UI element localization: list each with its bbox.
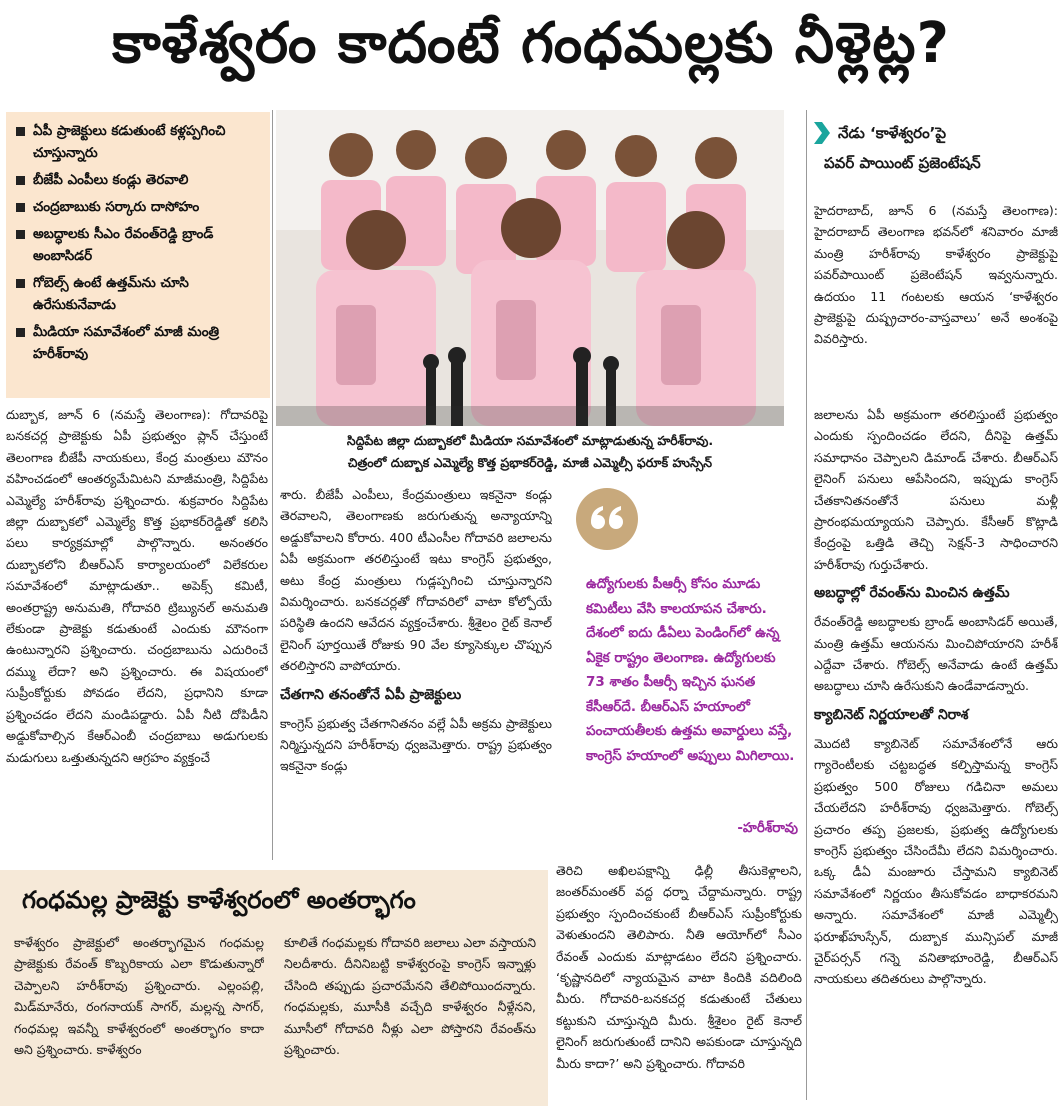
- bullet-icon: [16, 176, 25, 185]
- article-column-2: [280, 484, 552, 860]
- press-meet-photo: [276, 110, 784, 426]
- highlight-item: [16, 321, 260, 365]
- subheading: అబద్ధాల్లో రేవంత్‌ను మించిన ఉత్తమ్‌: [814, 585, 1010, 602]
- subheading: చేతగాని తనంతోనే ఏపీ ప్రాజెక్టులు: [280, 686, 462, 703]
- highlight-text: గోబెల్స్‌ ఉంటే ఉత్తమ్‌ను చూసి ఉరేసుకునేవాడు: [33, 275, 189, 313]
- column-rule: [272, 110, 273, 860]
- highlight-item: [16, 120, 260, 164]
- gandhamalla-left-text: కాళేశ్వరం ప్రాజెక్టులో అంతర్భాగమైన గంధమల్ల ప్రాజెక్టుకు రేవంత్‌ కొబ్బరికాయ ఎలా కొడుతున్నారో చెప్పాలని హరీశ్‌రావు ప్రశ్నించారు. ఎల్లంపల్లి, మిడ్‌మానేరు, రంగనాయక్‌ సాగర్‌, మల్లన్న సాగర్‌, గంధమల్ల ఇవన్నీ కాళేశ్వరంలో అంతర్భాగం కాదా అని ప్రశ్నించారు. కాళేశ్వరం: [14, 935, 264, 1058]
- article-text: శారు. బీజేపీ ఎంపీలు, కేంద్రమంత్రులు ఇకనైనా కండ్లు తెరవాలని, తెలంగాణకు జరుగుతున్న అన్యాయాన్ని అడ్డుకోవాలని కోరారు. 400 టీఎంసీల గోదావరి జలాలను ఏపీ అక్రమంగా తరలిస్తుంటే ఇటు కాంగ్రెస్‌ ప్రభుత్వం, అటు కేంద్ర మంత్రులు గుడ్లప్పగించి చూస్తున్నారని విమర్శించారు. బనకచర్లతో గోదావరిలో వాటా కోల్పోయే పరిస్థితి ఉందని ఆవేదన వ్యక్తంచేశారు. శ్రీశైలం రైట్‌ కెనాల్‌ లైనింగ్‌ పూర్తయితే రోజుకు 90 వేల క్యూసెక్కుల చొప్పున తరలిస్తారని వాపోయారు.: [280, 487, 552, 674]
- bullet-icon: [16, 230, 25, 239]
- announcement-kicker: నేడు ‘కాళేశ్వరం’పై: [838, 124, 947, 142]
- gandhamalla-headline: గంధమల్ల ప్రాజెక్టు కాళేశ్వరంలో అంతర్భాగం: [22, 886, 416, 914]
- gandhamalla-right-text: కూలితే గంధమల్లకు గోదావరి జలాలు ఎలా వస్తాయని నిలదీశారు. దీనినిబట్టి కాళేశ్వరంపై కాంగ్రెస్‌ ఇన్నాళ్లు చేసింది తప్పుడు ప్రచారమేనని తేలిపోయిందన్నారు. గంధమల్లకు, మూసీకి వచ్చేది కాళేశ్వరం నీళ్లేనని, మూసీలో గోదావరి నీళ్లు ఎలా పోస్తారని రేవంత్‌ను ప్రశ్నించారు.: [284, 935, 536, 1058]
- highlight-text: ఏపీ ప్రాజెక్టులు కడుతుంటే కళ్లప్పగించి చూస్తున్నారు: [33, 123, 226, 161]
- quote-author: -హరీశ్‌రావు: [737, 820, 798, 836]
- highlight-text: మీడియా సమావేశంలో మాజీ మంత్రి హరీశ్‌రావు: [33, 324, 220, 362]
- bullet-icon: [16, 203, 25, 212]
- highlights-box: [6, 112, 270, 398]
- highlight-item: [16, 272, 260, 316]
- highlight-text: అబద్ధాలకు సీఎం రేవంత్‌రెడ్డి బ్రాండ్‌ అంబాసిడర్‌: [33, 226, 214, 264]
- quote-icon: [576, 488, 638, 550]
- subheading: క్యాబినెట్‌ నిర్ణయాలతో నిరాశ: [814, 706, 969, 723]
- highlight-item: [16, 223, 260, 267]
- bullet-icon: [16, 279, 25, 288]
- article-text: మొదటి క్యాబినెట్‌ సమావేశంలోనే ఆరు గ్యారెంటీలకు చట్టబద్ధత కల్పిస్తామన్న కాంగ్రెస్‌ ప్రభుత్వం 500 రోజులు గడిచినా అమలు చేయలేదని హరీశ్‌రావు ధ్వజమెత్తారు. గోబెల్స్‌ ప్రచారం తప్ప ప్రజలకు, ప్రభుత్వ ఉద్యోగులకు కాంగ్రెస్‌ ప్రభుత్వం చేసిందేమీ లేదని విమర్శించారు. ఒక్క డీఏ మంజూరు చేస్తామని క్యాబినెట్‌ సమావేశంలో నిర్ణయం తీసుకోవడం బాధాకరమని అన్నారు. సమావేశంలో మాజీ ఎమ్మెల్సీ ఫరూఖ్‌హుస్సేన్‌, దుబ్బాక మున్సిపల్‌ మాజీ చైర్‌పర్సన్‌ గన్నె వనితాభూంరెడ్డి, బీఆర్‌ఎస్‌ నాయకులు తదితరులు పాల్గొన్నారు.: [814, 735, 1058, 987]
- highlight-text: చంద్రబాబుకు సర్కారు దాసోహం: [33, 199, 200, 215]
- photo-caption: సిద్దిపేట జిల్లా దుబ్బాకలో మీడియా సమావేశంలో మాట్లాడుతున్న హరీశ్‌రావు. చిత్రంలో దుబ్బాక ఎమ్మెల్యే కొత్త ప్రభాకర్‌రెడ్డి, మాజీ ఎమ్మెల్సీ ఫరూక్‌ హుస్సేన్‌: [346, 433, 714, 470]
- article-column-4: [814, 404, 1058, 1100]
- highlight-item: [16, 169, 260, 191]
- article-text: కాంగ్రెస్‌ ప్రభుత్వ చేతగానితనం వల్లే ఏపీ అక్రమ ప్రాజెక్టులు నిర్మిస్తున్నదని హరీశ్‌రావు ధ్వజమెత్తారు. రాష్ట్ర ప్రభుత్వం ఇకనైనా కండ్లు: [280, 715, 552, 774]
- pull-quote: ఉద్యోగులకు పీఆర్సీ కోసం మూడు కమిటీలు వేసి కాలయాపన చేశారు. దేశంలో ఐదు డీఏలు పెండింగ్‌లో ఉన్న ఏకైక రాష్ట్రం తెలంగాణ. ఉద్యోగులకు 73 శాతం పీఆర్సీ ఇచ్చిన ఘనత కేసీఆర్‌దే. బీఆర్‌ఎస్‌ హయాంలో పంచాయతీలకు ఉత్తమ అవార్డులు వస్తే, కాంగ్రెస్‌ హయాంలో అప్పులు మిగిలాయి.: [586, 576, 795, 764]
- chevron-marker-icon: [814, 122, 830, 144]
- photo-illustration: [276, 110, 784, 426]
- column-rule: [806, 110, 807, 1100]
- announcement-title: పవర్‌ పాయింట్‌ ప్రజెంటేషన్‌: [824, 154, 981, 172]
- article-text: జలాలను ఏపీ అక్రమంగా తరలిస్తుంటే ప్రభుత్వం ఎందుకు స్పందించడం లేదని, దీనిపై ఉత్తమ్‌ సమాధానం చెప్పాలని డిమాండ్‌ చేశారు. బీఆర్‌ఎస్‌ లైనింగ్‌ పనులు ఆపేసిందని, ఇప్పుడు కాంగ్రెస్‌ చేతకానితనంతోనే పనులు మళ్లీ ప్రారంభమయ్యాయని చెప్పారు. కేసీఆర్‌ కొట్లాడి కేంద్రంపై ఒత్తిడి తెచ్చి సెక్షన్‌-3 సాధించారని హరీశ్‌రావు గుర్తుచేశారు.: [814, 407, 1058, 572]
- article-text: రేవంత్‌రెడ్డి అబద్ధాలకు బ్రాండ్‌ అంబాసిడర్‌ అయితే, మంత్రి ఉత్తమ్‌ ఆయనను మించిపోయారని హరీశ్‌ ఎద్దేవా చేశారు. గోబెల్స్‌ అనేవాడు ఉంటే ఉత్తమ్‌ అబద్ధాలు చూసి ఉరేసుకుని ఉండేవాడన్నారు.: [814, 614, 1058, 694]
- powerpoint-announcement: [814, 118, 1060, 184]
- bullet-icon: [16, 127, 25, 136]
- highlight-item: [16, 196, 260, 218]
- bullet-icon: [16, 328, 25, 337]
- highlight-text: బీజేపీ ఎంపీలు కండ్లు తెరవాలి: [33, 172, 189, 188]
- article-column-1: దుబ్బాక, జూన్‌ 6 (నమస్తే తెలంగాణ): గోదావరిపై బనకచర్ల ప్రాజెక్టుకు ఏపీ ప్రభుత్వం ప్లాన్‌ చేస్తుంటే తెలంగాణ బీజేపీ నాయకులు, కేంద్ర మంత్రులు మౌనం వహించడంలో ఆంతర్యమేమిటని మాజీమంత్రి, సిద్దిపేట ఎమ్మెల్యే హరీశ్‌రావు ప్రశ్నించారు. శుక్రవారం సిద్దిపేట జిల్లా దుబ్బాకలో ఎమ్మెల్యే కొత్త ప్రభాకర్‌రెడ్డితో కలిసి పలు కార్యక్రమాల్లో పాల్గొన్నారు. అనంతరం దుబ్బాకలోని బీఆర్‌ఎస్‌ కార్యాలయంలో విలేకరుల సమావేశంలో మాట్లాడుతూ.. అపెక్స్‌ కమిటీ, అంతర్రాష్ట్ర అనుమతి, గోదావరి ట్రిబ్యునల్‌ అనుమతి లేకుండా ప్రాజెక్టు కడుతుంటే ఎందుకు మౌనంగా ఉంటున్నారని ప్రశ్నించారు. చంద్రబాబును ఎదురించే దమ్ము లేదా? అని ప్రశ్నించారు. ఈ విషయంలో సుప్రీంకోర్టుకు పోవడం లేదని, ప్రధానిని కూడా ప్రశ్నించడం లేదని మండిపడ్డారు. ఏపీ నీటి దోపిడీని అడ్డుకోవాల్సిన కేఆర్‌ఎంబీ చంద్రబాబు అడుగులకు మడుగులు ఒత్తుతున్నదని ఆగ్రహం వ్యక్తంచే: [6, 407, 268, 765]
- announcement-body: హైదరాబాద్‌, జూన్‌ 6 (నమస్తే తెలంగాణ): హైదరాబాద్‌ తెలంగాణ భవన్‌లో శనివారం మాజీ మంత్రి హరీశ్‌రావు కాళేశ్వరం ప్రాజెక్టుపై పవర్‌పాయింట్‌ ప్రజెంటేషన్‌ ఇవ్వనున్నారు. ఉదయం 11 గంటలకు ఆయన ‘కాళేశ్వరం ప్రాజెక్టుపై దుష్ప్రచారం-వాస్తవాలు’ అనే అంశంపై వివరిస్తారు.: [814, 203, 1058, 347]
- headline: కాళేశ్వరం కాదంటే గంధమల్లకు నీళ్లెట్ల?: [112, 10, 950, 76]
- article-column-3: తెరిచి అఖిలపక్షాన్ని ఢిల్లీ తీసుకెళ్లాలని, జంతర్‌మంతర్‌ వద్ద ధర్నా చేద్దామన్నారు. రాష్ట్ర ప్రభుత్వం స్పందించకుంటే బీఆర్‌ఎస్‌ సుప్రీంకోర్టుకు వెళుతుందని తెలిపారు. నీతి ఆయోగ్‌లో సీఎం రేవంత్‌ ఎందుకు మాట్లాడటం లేదని ప్రశ్నించారు. ‘కృష్ణానదిలో న్యాయమైన వాటా కిందికి వదిలింది మీరు. గోదావరి-బనకచర్ల కడుతుంటే చేతులు కట్టుకుని చూస్తున్నది మీరు. శ్రీశైలం రైట్‌ కెనాల్‌ లైనింగ్‌ జరుగుతుంటే దానిని అపకుండా చూస్తున్నది మీరు కాదా?’ అని ప్రశ్నించారు. గోదావరి: [556, 863, 802, 1071]
